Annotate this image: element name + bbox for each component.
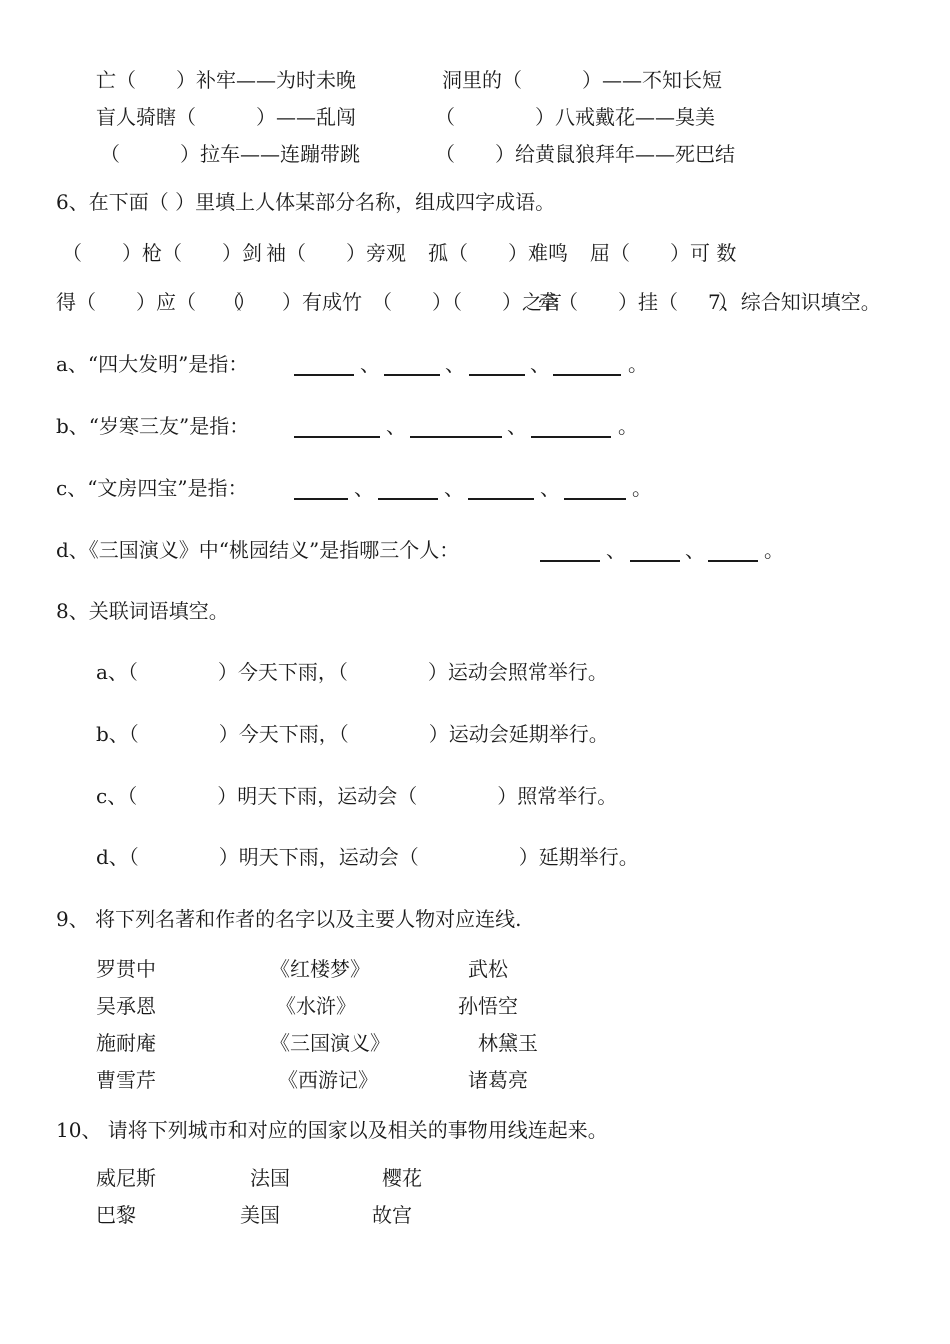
q9-book: 《红楼梦》 [270,957,370,981]
xiehouyu-2b: （ ）八戒戴花——臭美 [435,105,715,129]
q7-d-blank-1[interactable] [540,542,600,562]
question-9-title: 9、 将下列名著和作者的名字以及主要人物对应连线. [56,907,522,931]
q9-author: 吴承恩 [96,994,156,1018]
q9-author: 曹雪芹 [96,1068,156,1092]
q6-idiom-6: （ ）有成竹 [222,290,362,314]
q6-idiom-3: 孤（ ）难鸣 [428,241,568,265]
q10-city: 威尼斯 [96,1166,156,1190]
q9-author: 施耐庵 [96,1031,156,1055]
q7-b-blank-3[interactable] [531,418,611,438]
q9-book: 《西游记》 [278,1068,378,1092]
question-7-title: 7、综合知识填空。 [708,290,881,314]
q6-idiom-5: 得（ ）应（ ） [56,290,256,314]
q8-item-a: a、（ ）今天下雨，（ ）运动会照常举行。 [96,660,608,684]
q7-b-end: 。 [618,414,638,438]
q7-a-blank-2[interactable] [384,356,440,376]
q6-idiom-8: 牵（ ）挂（ ） [538,290,738,314]
q7-c-prompt: c、“文房四宝”是指： [56,476,248,500]
q7-a-end: 。 [628,352,648,376]
q7-d-blank-2[interactable] [630,542,680,562]
q9-character: 武松 [468,957,508,981]
q7-d-end: 。 [764,538,784,562]
question-6-title: 6、在下面（ ）里填上人体某部分名称，组成四字成语。 [56,190,556,214]
q9-character: 林黛玉 [478,1031,538,1055]
q8-item-b: b、（ ）今天下雨，（ ）运动会延期举行。 [96,722,609,746]
q7-sep: 、 [386,414,406,438]
xiehouyu-3b: （ ）给黄鼠狼拜年——死巴结 [435,142,735,166]
q10-country: 法国 [250,1166,290,1190]
q7-sep: 、 [445,352,465,376]
q7-sep: 、 [354,476,374,500]
q7-sep: 、 [540,476,560,500]
q7-c-blank-3[interactable] [468,480,534,500]
xiehouyu-2a: 盲人骑瞎（ ）——乱闯 [96,105,356,129]
q6-idiom-7: （ ）（ ）之言 [372,290,562,314]
q7-sep: 、 [685,538,705,562]
q6-idiom-2: 袖（ ）旁观 [266,241,406,265]
q9-character: 孙悟空 [458,994,518,1018]
q7-d-blank-3[interactable] [708,542,758,562]
q9-book: 《水浒》 [276,994,356,1018]
q8-item-d: d、（ ）明天下雨，运动会（ ）延期举行。 [96,845,639,869]
q7-c-blank-2[interactable] [378,480,438,500]
q7-b-blank-1[interactable] [294,418,380,438]
q7-sep: 、 [507,414,527,438]
q9-book: 《三国演义》 [270,1031,390,1055]
q7-a-prompt: a、“四大发明”是指： [56,352,249,376]
q7-sep: 、 [360,352,380,376]
q7-a-blank-3[interactable] [469,356,525,376]
xiehouyu-3a: （ ）拉车——连蹦带跳 [100,142,360,166]
q10-country: 美国 [240,1203,280,1227]
q6-idiom-4: 屈（ ）可 数 [590,241,737,265]
q7-sep: 、 [530,352,550,376]
q7-c-end: 。 [632,476,652,500]
q9-character: 诸葛亮 [468,1068,528,1092]
xiehouyu-1b: 洞里的（ ）——不知长短 [442,68,722,92]
q10-thing: 樱花 [382,1166,422,1190]
q6-idiom-1: （ ）枪（ ）剑 [62,241,262,265]
q7-b-prompt: b、“岁寒三友”是指： [56,414,250,438]
q8-item-c: c、（ ）明天下雨，运动会（ ）照常举行。 [96,784,618,808]
q9-author: 罗贯中 [96,957,156,981]
q7-c-blank-1[interactable] [294,480,348,500]
question-10-title: 10、 请将下列城市和对应的国家以及相关的事物用线连起来。 [56,1118,608,1142]
question-8-title: 8、关联词语填空。 [56,599,229,623]
q7-a-blank-1[interactable] [294,356,354,376]
q7-a-blank-4[interactable] [553,356,621,376]
q10-thing: 故宫 [372,1203,412,1227]
q7-sep: 、 [444,476,464,500]
q7-c-blank-4[interactable] [564,480,626,500]
q7-b-blank-2[interactable] [410,418,502,438]
q10-city: 巴黎 [96,1203,136,1227]
q7-d-prompt: d、《三国演义》中“桃园结义”是指哪三个人： [56,538,460,562]
xiehouyu-1a: 亡（ ）补牢——为时未晚 [96,68,356,92]
q7-sep: 、 [606,538,626,562]
